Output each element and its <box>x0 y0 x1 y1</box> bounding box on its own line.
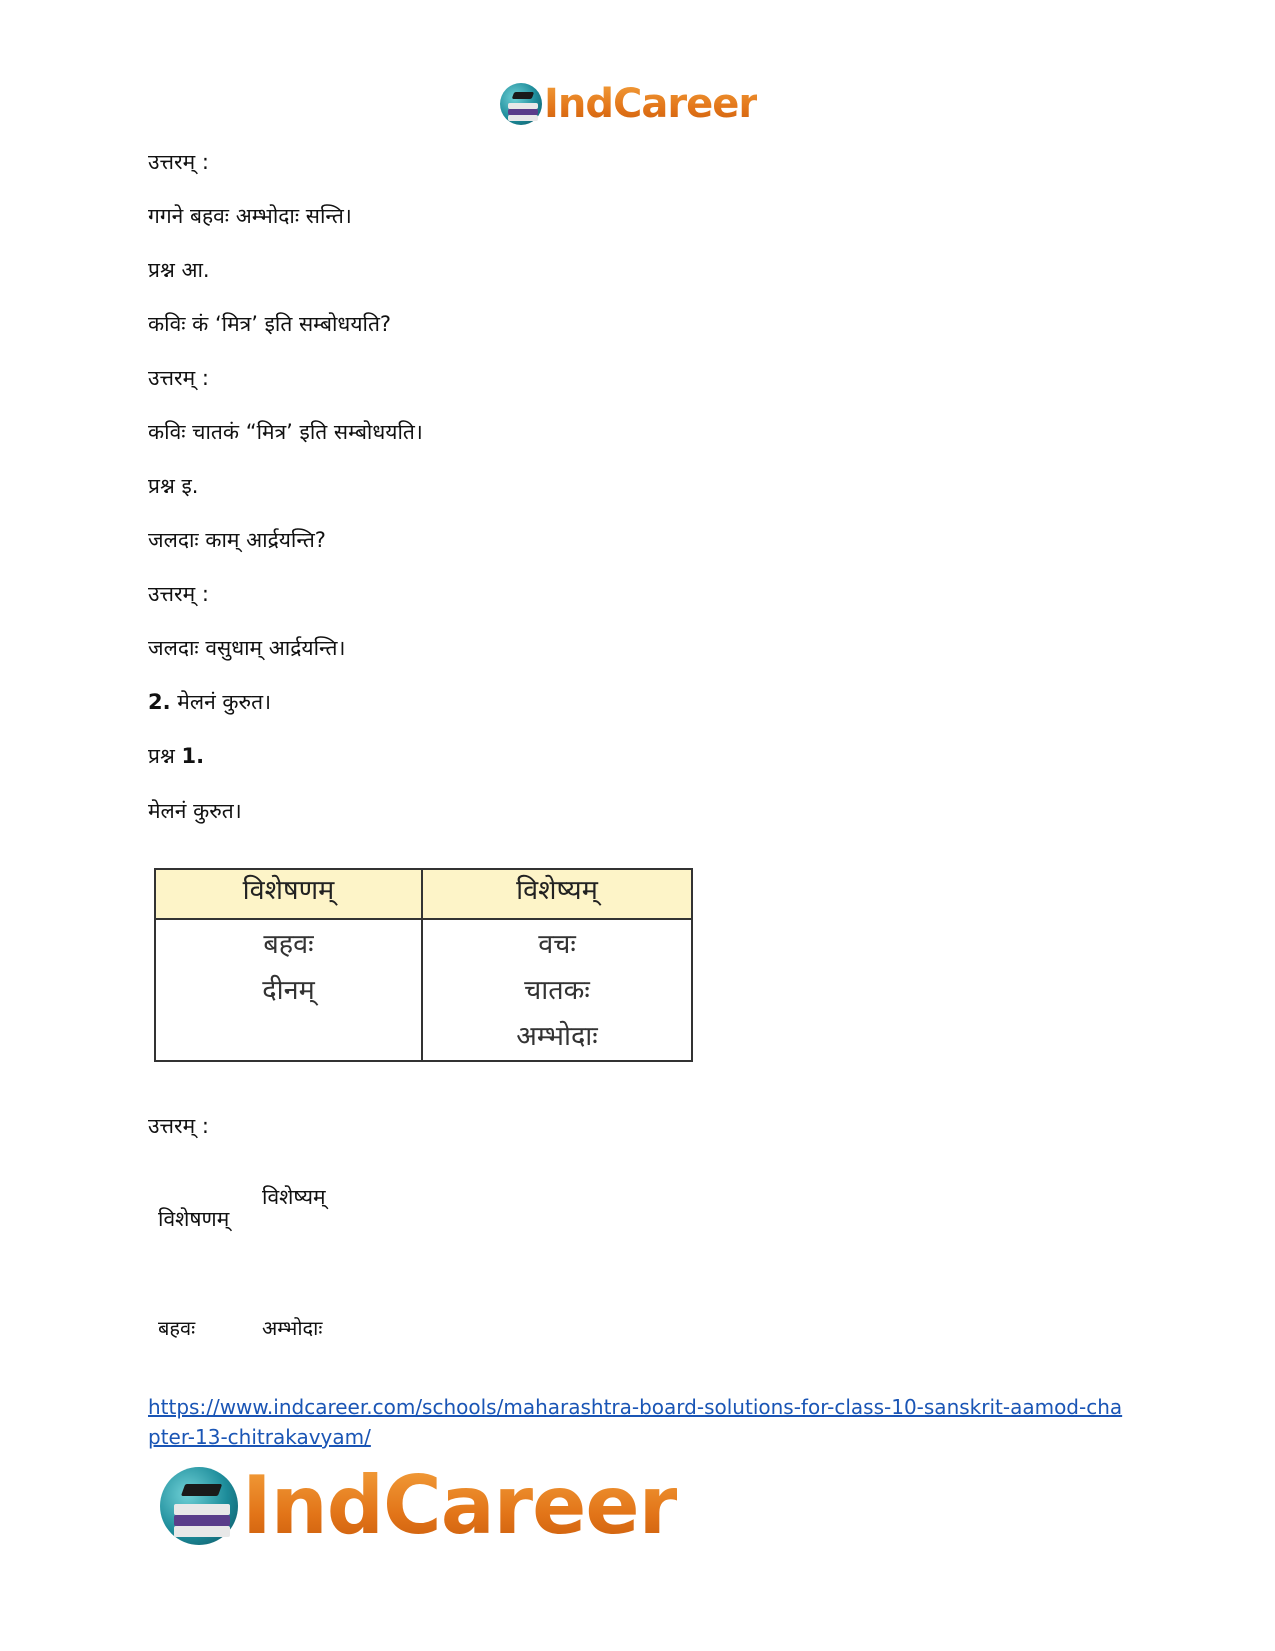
answer-text: गगने बहवः अम्भोदाः सन्ति। <box>148 204 352 228</box>
question-text: जलदाः काम् आर्द्रयन्ति? <box>148 528 326 552</box>
section-title: मेलनं कुरुत। <box>177 690 272 714</box>
globe-book-icon <box>160 1467 238 1545</box>
source-link[interactable]: https://www.indcareer.com/schools/maharashtra-board-solutions-for-class-10-sanskrit-aamod-chapter-13-chitrakavyam/ <box>148 1395 1123 1449</box>
logo-wordmark: IndCareer <box>242 1459 678 1552</box>
answer-label: उत्तरम् : <box>148 582 209 606</box>
answer-table-header: विशेष्यम् <box>262 1185 326 1209</box>
question-label <box>148 742 204 770</box>
header-logo <box>500 80 757 128</box>
section-heading <box>148 688 271 716</box>
table-cell-item: बहवः <box>263 929 314 960</box>
table-cell <box>155 919 422 1061</box>
footer-logo <box>160 1459 678 1552</box>
answer-label: उत्तरम् : <box>148 1114 209 1138</box>
answer-table-cell: बहवः <box>158 1316 196 1340</box>
answer-text: जलदाः वसुधाम् आर्द्रयन्ति। <box>148 636 346 660</box>
question-word: प्रश्न <box>148 744 175 768</box>
answer-table-header: विशेषणम् <box>158 1207 230 1231</box>
table-header: विशेषणम् <box>155 869 422 919</box>
section-number: 2. <box>148 690 171 714</box>
match-table <box>154 868 693 1062</box>
table-header: विशेष्यम् <box>422 869 692 919</box>
question-text: मेलनं कुरुत। <box>148 799 242 823</box>
table-cell-item: दीनम् <box>262 975 315 1006</box>
question-text: कविः कं ‘मित्र’ इति सम्बोधयति? <box>148 312 392 336</box>
globe-book-icon <box>500 83 542 125</box>
table-cell-item: अम्भोदाः <box>516 1021 598 1052</box>
table-cell <box>422 919 692 1061</box>
question-label: प्रश्न इ. <box>148 474 199 498</box>
answer-table-cell: अम्भोदाः <box>262 1316 323 1340</box>
table-cell-item: वचः <box>538 929 576 960</box>
question-label: प्रश्न आ. <box>148 258 210 282</box>
answer-label: उत्तरम् : <box>148 366 209 390</box>
answer-text: कविः चातकं “मित्र’ इति सम्बोधयति। <box>148 420 423 444</box>
question-number: 1. <box>181 744 205 768</box>
answer-label: उत्तरम् : <box>148 150 209 174</box>
logo-wordmark: IndCareer <box>544 81 758 127</box>
table-cell-item: चातकः <box>524 975 590 1006</box>
